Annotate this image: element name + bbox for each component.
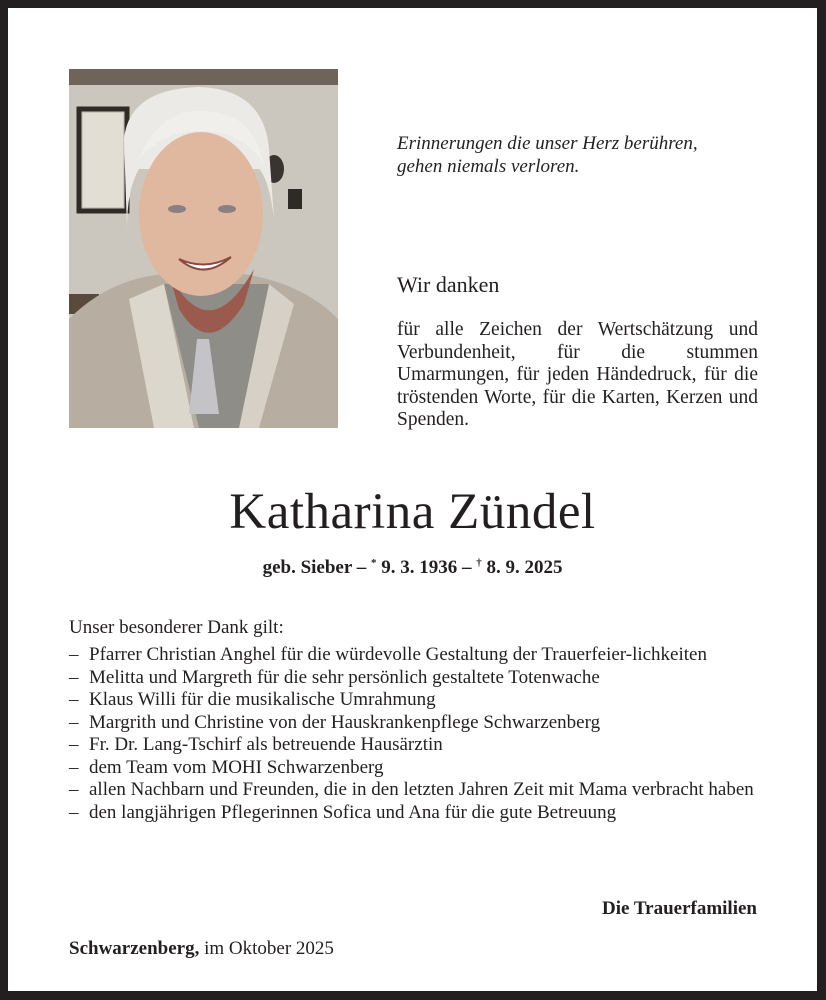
- maiden-name: geb. Sieber: [262, 557, 352, 578]
- quote-line-2: gehen niemals verloren.: [397, 156, 580, 177]
- list-item: [69, 712, 769, 735]
- quote-line-1: Erinnerungen die unser Herz berühren,: [397, 133, 698, 154]
- birth-star-icon: *: [370, 557, 377, 569]
- obituary-page: [8, 8, 817, 991]
- deceased-name: Katharina Zündel: [229, 484, 596, 540]
- separator: –: [457, 557, 477, 578]
- dash-bullet-icon: –: [69, 711, 79, 733]
- list-item-text: Pfarrer Christian Anghel für die würdevolle Gestaltung der Trauerfeier-lichkeiten: [89, 644, 707, 665]
- dash-bullet-icon: –: [69, 734, 79, 755]
- dash-bullet-icon: –: [69, 689, 79, 710]
- list-item-text: Fr. Dr. Lang-Tschirf als betreuende Hausärztin: [89, 734, 443, 755]
- birth-date: 9. 3. 1936: [376, 557, 458, 578]
- place-and-date: [69, 937, 334, 961]
- separator: –: [351, 557, 371, 578]
- list-item: [69, 644, 769, 667]
- thanks-heading: Wir danken: [397, 272, 500, 297]
- list-item: [69, 667, 769, 690]
- dash-bullet-icon: –: [69, 779, 79, 800]
- list-item: [69, 734, 769, 757]
- list-item: [69, 757, 769, 780]
- signature: Die Trauerfamilien: [602, 898, 757, 919]
- date-text: im Oktober 2025: [199, 938, 334, 959]
- death-date: 8. 9. 2025: [481, 557, 563, 578]
- list-item: [69, 689, 769, 712]
- dash-bullet-icon: –: [69, 644, 79, 665]
- list-item: [69, 802, 769, 825]
- dash-bullet-icon: –: [69, 666, 79, 688]
- list-item-text: Margrith und Christine von der Hauskrankenpflege Schwarzenberg: [89, 711, 601, 733]
- memorial-quote: [397, 132, 777, 178]
- death-cross-icon: †: [476, 557, 482, 569]
- dash-bullet-icon: –: [69, 801, 79, 823]
- portrait-photo: [69, 69, 338, 428]
- list-item-text: Melitta und Margreth für die sehr persönlich gestaltete Totenwache: [89, 666, 600, 688]
- portrait-illustration: [69, 69, 338, 428]
- list-item-text: dem Team vom MOHI Schwarzenberg: [89, 756, 384, 778]
- list-item-text: allen Nachbarn und Freunden, die in den letzten Jahren Zeit mit Mama verbracht haben: [89, 779, 754, 800]
- thanks-paragraph: für alle Zeichen der Wertschätzung und Verbundenheit, für die stummen Umarmungen, für jeden Händedruck, für die tröstenden Worte, für die Karten, Kerzen und Spenden.: [397, 319, 758, 430]
- special-thanks-intro: Unser besonderer Dank gilt:: [69, 617, 284, 638]
- list-item-text: den langjährigen Pflegerinnen Sofica und Ana für die gute Betreuung: [89, 801, 617, 823]
- place-name: Schwarzenberg,: [69, 938, 200, 959]
- list-item: [69, 779, 769, 802]
- life-dates: [8, 551, 817, 580]
- list-item-text: Klaus Willi für die musikalische Umrahmung: [89, 689, 436, 710]
- dash-bullet-icon: –: [69, 756, 79, 778]
- special-thanks-list: [69, 644, 769, 824]
